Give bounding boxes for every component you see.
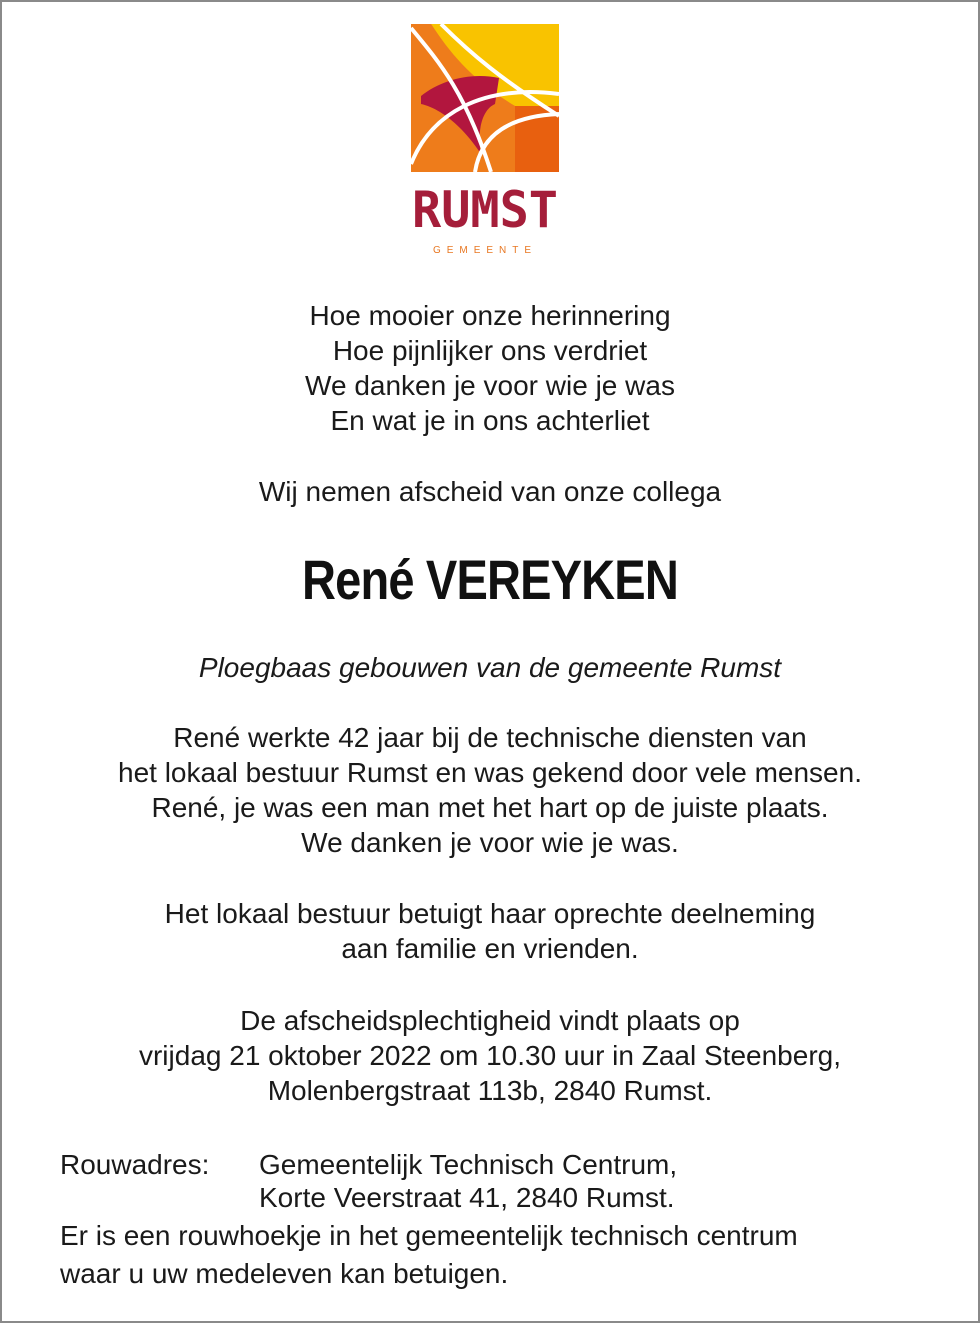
poem: [0, 298, 980, 438]
tribute-line: We danken je voor wie je was.: [301, 827, 679, 858]
footer-paragraph: [60, 1182, 798, 1293]
condolence-paragraph: [0, 896, 980, 966]
poem-line: En wat je in ons achterliet: [330, 405, 650, 436]
tribute-line: het lokaal bestuur Rumst en was gekend door vele mensen.: [118, 757, 862, 788]
ceremony-paragraph: [0, 1003, 980, 1108]
ceremony-line: De afscheidsplechtigheid vindt plaats op: [240, 1005, 740, 1036]
poem-line: Hoe mooier onze herinnering: [309, 300, 671, 331]
logo-name-text: RUMST: [412, 181, 558, 239]
ceremony-line: Molenbergstraat 113b, 2840 Rumst.: [267, 1075, 713, 1106]
role-text: Ploegbaas gebouwen van de gemeente Rumst: [198, 652, 782, 683]
ceremony-line: vrijdag 21 oktober 2022 om 10.30 uur in Zaal Steenberg,: [138, 1040, 841, 1071]
footer-line: waar u uw medeleven kan betuigen.: [60, 1258, 509, 1289]
condolence-line: aan familie en vrienden.: [341, 933, 639, 964]
mourning-address-line: Korte Veerstraat 41, 2840 Rumst.: [259, 1182, 675, 1213]
mourning-address-line: Gemeentelijk Technisch Centrum,: [259, 1149, 678, 1180]
logo-sub-text: GEMEENTE: [432, 245, 538, 256]
poem-line: We danken je voor wie je was: [305, 370, 675, 401]
tribute-paragraph: [0, 720, 980, 860]
mourning-address-label: Rouwadres:: [60, 1149, 210, 1180]
deceased-name: René VEREYKEN: [302, 548, 678, 611]
poem-line: Hoe pijnlijker ons verdriet: [332, 335, 648, 366]
condolence-line: Het lokaal bestuur betuigt haar oprechte deelneming: [164, 898, 816, 929]
rumst-logo: [411, 24, 559, 264]
footer-line: Er is een rouwhoekje in het gemeentelijk technisch centrum: [60, 1220, 798, 1251]
intro-text: Wij nemen afscheid van onze collega: [258, 476, 722, 507]
tribute-line: René werkte 42 jaar bij de technische diensten van: [173, 722, 807, 753]
tribute-line: René, je was een man met het hart op de juiste plaats.: [151, 792, 829, 823]
